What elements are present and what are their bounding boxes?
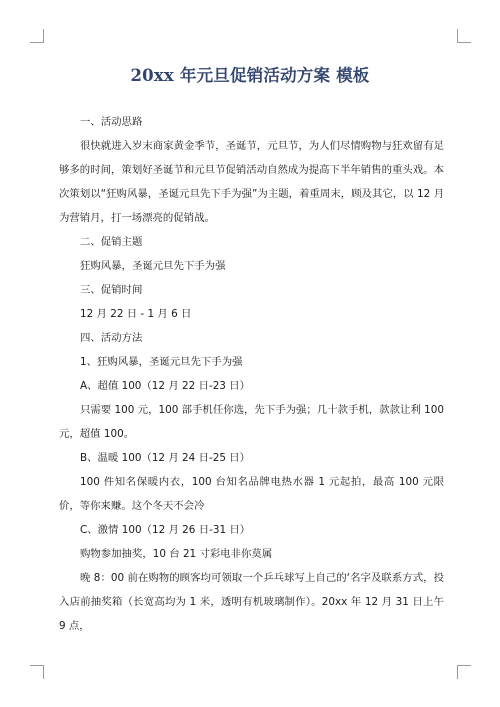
item-a-text: 只需要 100 元，100 部手机任你选，先下手为强；几十款手机，款款让利 100 元，超值 100。 <box>59 404 444 440</box>
item-b-heading: B、温暖 100（12 月 24 日-25 日） <box>80 452 251 464</box>
paragraph-time: 12 月 22 日 - 1 月 6 日 <box>80 308 192 320</box>
crop-mark-top-right-h <box>457 42 471 43</box>
paragraph-activity-idea: 很快就进入岁末商家黄金季节，圣诞节，元旦节，为人们尽情购物与狂欢留有足够多的时间，策划好圣诞节和元旦节促销活动自然成为提高下半年销售的重头戏。本次策划以“狂购风暴，圣诞元旦先下手为强”为主题，着重周末，顾及其它，以 12 月为营销月，打一场漂亮的促销战。 <box>59 140 444 224</box>
section-heading-1: 一、活动思路 <box>80 116 143 128</box>
item-c-text: 购物参加抽奖，10 台 21 寸彩电非你莫属 <box>80 548 273 560</box>
subheading-1: 1、狂购风暴，圣诞元旦先下手为强 <box>80 356 243 368</box>
item-b-text: 100 件知名保暖内衣，100 台知名品牌电热水器 1 元起拍，最高 100 元限价，等你来赚。这个冬天不会冷 <box>59 476 444 512</box>
section-heading-4: 四、活动方法 <box>80 332 143 344</box>
crop-mark-bottom-left-h <box>30 665 44 666</box>
crop-mark-top-left-v <box>43 29 44 43</box>
crop-mark-bottom-left-v <box>43 665 44 679</box>
item-c-details: 晚 8：00 前在购物的顾客均可领取一个乒乓球写上自己的‘名字及联系方式，投入店前抽奖箱（长宽高均为 1 米，透明有机玻璃制作）。20xx 年 12 月 31 日上午 9 点， <box>59 572 444 632</box>
section-heading-2: 二、促销主题 <box>80 236 143 248</box>
item-a-heading: A、超值 100（12 月 22 日-23 日） <box>80 380 250 392</box>
crop-mark-top-right-v <box>457 29 458 43</box>
document-body <box>59 110 444 638</box>
item-c-heading: C、激情 100（12 月 26 日-31 日） <box>80 524 251 536</box>
crop-mark-top-left-h <box>30 42 44 43</box>
paragraph-theme: 狂购风暴，圣诞元旦先下手为强 <box>80 260 226 272</box>
crop-mark-bottom-right-h <box>457 665 471 666</box>
crop-mark-bottom-right-v <box>457 665 458 679</box>
document-title: 20xx 年元旦促销活动方案 模板 <box>130 66 370 85</box>
section-heading-3: 三、促销时间 <box>80 284 143 296</box>
